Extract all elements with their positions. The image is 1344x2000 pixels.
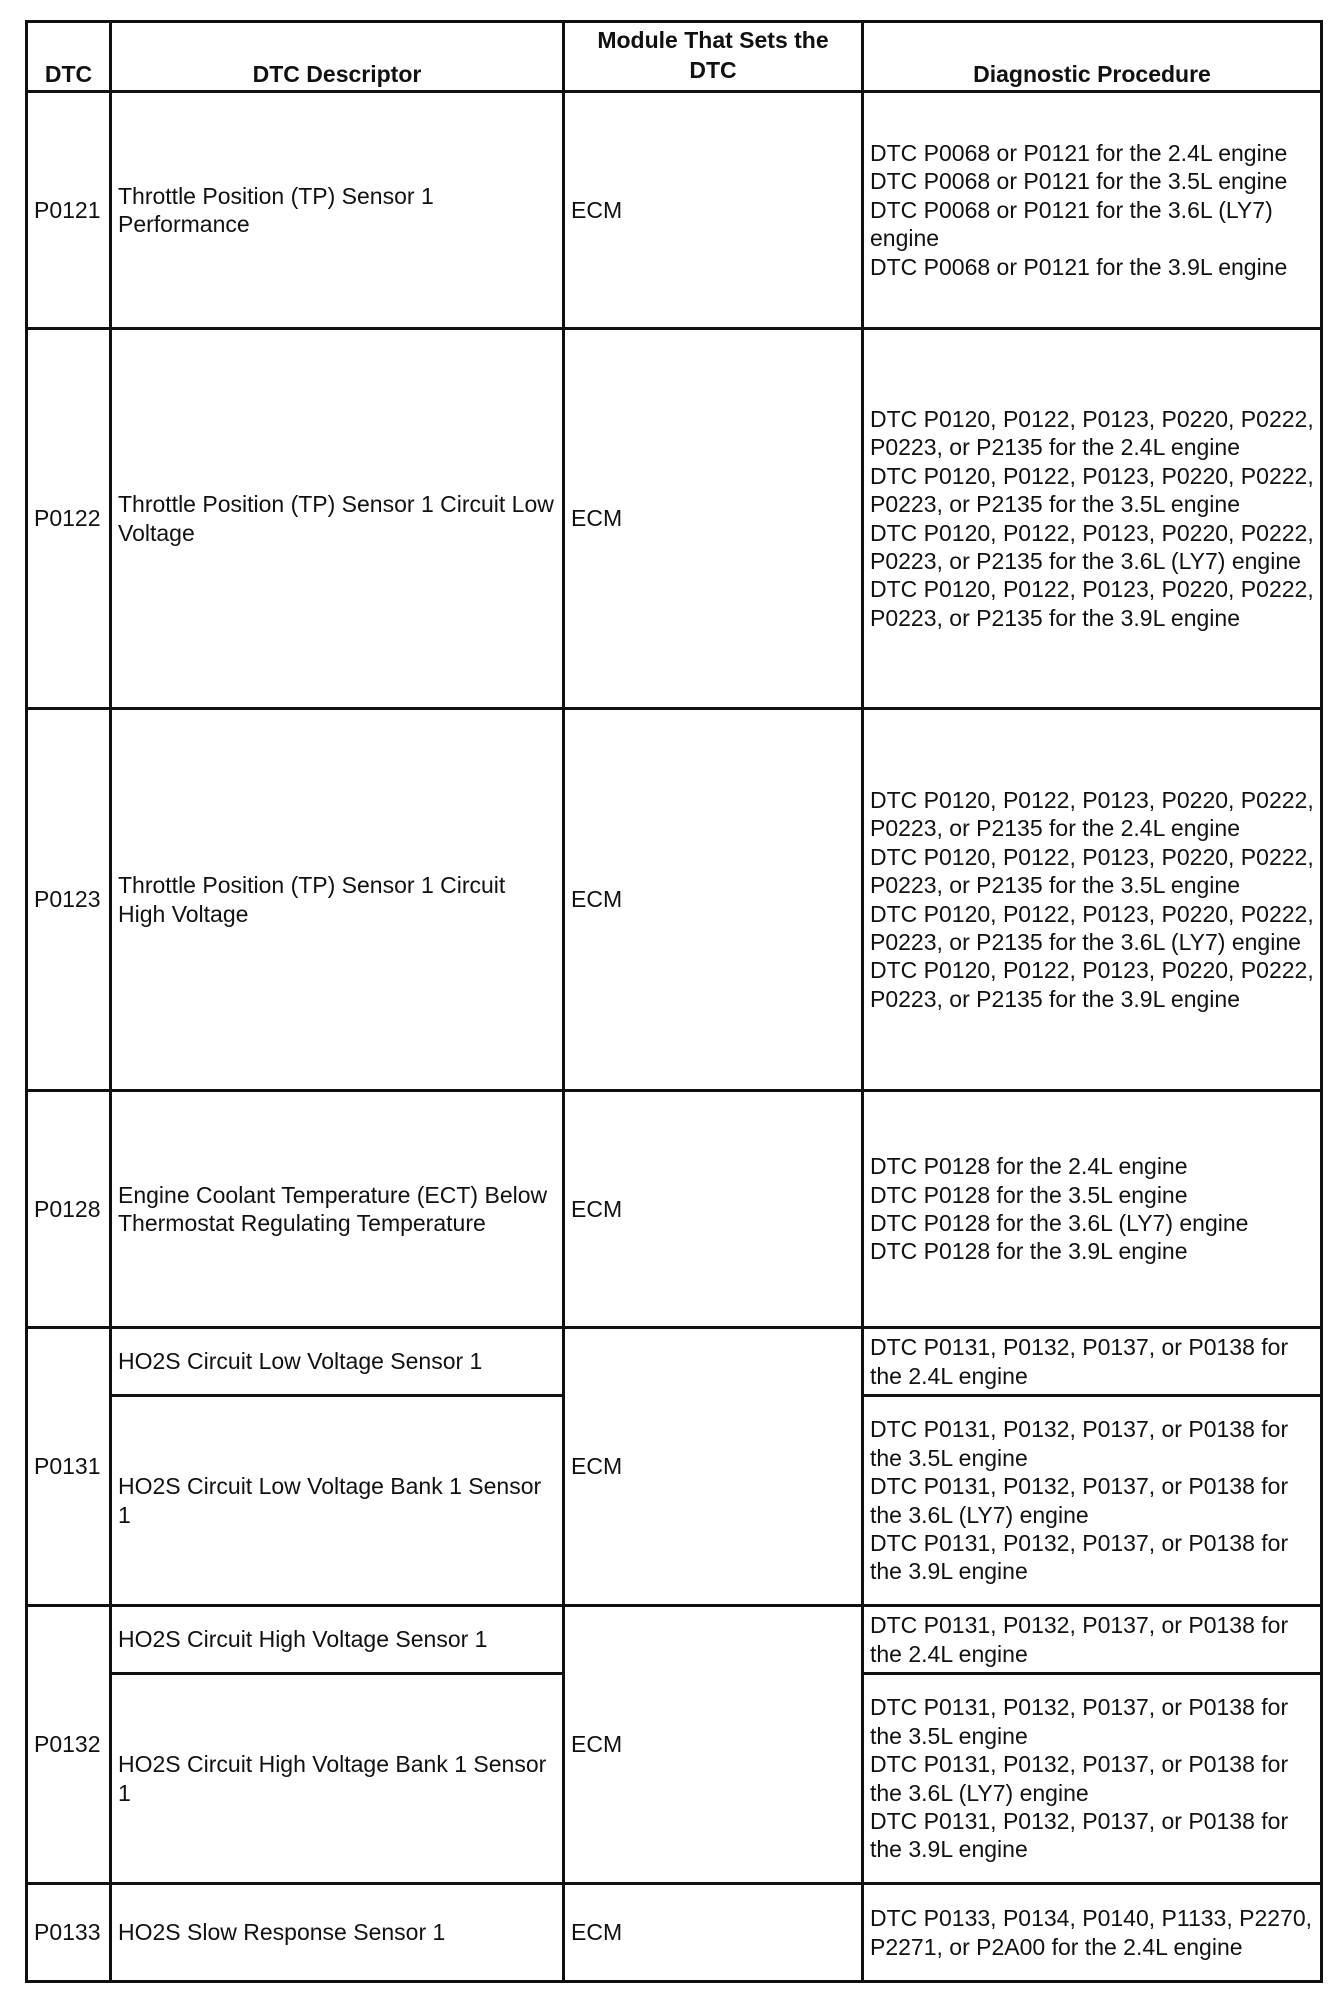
- procedure-link[interactable]: DTC P0131, P0132, P0137, or P0138 for the 3.6L (LY7) engine: [870, 1751, 1295, 1806]
- dtc-descriptor: HO2S Slow Response Sensor 1: [111, 1884, 564, 1982]
- dtc-code: P0121: [27, 92, 111, 329]
- dtc-descriptor: Throttle Position (TP) Sensor 1 Performance: [111, 92, 564, 329]
- dtc-code: P0131: [27, 1328, 111, 1606]
- procedure-cell: [863, 1606, 1322, 1674]
- procedure-link[interactable]: DTC P0120, P0122, P0123, P0220, P0222, P0223, or P2135 for the 3.6L (LY7) engine: [870, 519, 1321, 574]
- dtc-code: P0132: [27, 1606, 111, 1884]
- dtc-descriptor: HO2S Circuit High Voltage Sensor 1: [111, 1606, 564, 1674]
- procedure-link[interactable]: DTC P0068 or P0121 for the 3.6L (LY7) engine: [870, 196, 1280, 252]
- procedure-cell: [863, 1091, 1322, 1328]
- procedure-link[interactable]: DTC P0133, P0134, P0140, P1133, P2270, P2271, or P2A00 for the 2.4L engine: [870, 1905, 1319, 1960]
- procedure-cell: [863, 709, 1322, 1091]
- table-row: [27, 1884, 1322, 1982]
- module-cell: ECM: [564, 1328, 863, 1606]
- procedure-cell: [863, 1396, 1322, 1606]
- table-row: [27, 1091, 1322, 1328]
- procedure-link[interactable]: DTC P0120, P0122, P0123, P0220, P0222, P0223, or P2135 for the 3.5L engine: [870, 843, 1321, 899]
- procedure-link[interactable]: DTC P0120, P0122, P0123, P0220, P0222, P0223, or P2135 for the 3.6L (LY7) engine: [870, 900, 1321, 955]
- header-procedure: Diagnostic Procedure: [863, 22, 1322, 92]
- table-row: [27, 329, 1322, 709]
- procedure-link[interactable]: DTC P0131, P0132, P0137, or P0138 for the 2.4L engine: [870, 1612, 1295, 1667]
- module-cell: ECM: [564, 92, 863, 329]
- procedure-link[interactable]: DTC P0120, P0122, P0123, P0220, P0222, P0223, or P2135 for the 2.4L engine: [870, 405, 1321, 461]
- dtc-descriptor: Throttle Position (TP) Sensor 1 Circuit Low Voltage: [111, 329, 564, 709]
- procedure-link[interactable]: DTC P0128 for the 3.6L (LY7) engine: [870, 1210, 1249, 1236]
- dtc-descriptor: HO2S Circuit Low Voltage Bank 1 Sensor 1: [111, 1396, 564, 1606]
- procedure-link[interactable]: DTC P0131, P0132, P0137, or P0138 for the 3.9L engine: [870, 1807, 1295, 1863]
- header-descriptor: DTC Descriptor: [111, 22, 564, 92]
- procedure-link[interactable]: DTC P0128 for the 3.5L engine: [870, 1181, 1188, 1208]
- procedure-cell: [863, 329, 1322, 709]
- dtc-table: [25, 20, 1323, 1983]
- dtc-code: P0122: [27, 329, 111, 709]
- module-cell: ECM: [564, 709, 863, 1091]
- procedure-link[interactable]: DTC P0120, P0122, P0123, P0220, P0222, P0223, or P2135 for the 3.9L engine: [870, 576, 1321, 631]
- dtc-code: P0123: [27, 709, 111, 1091]
- dtc-code: P0133: [27, 1884, 111, 1982]
- procedure-link[interactable]: DTC P0128 for the 2.4L engine: [870, 1153, 1188, 1180]
- table-row: [27, 1606, 1322, 1674]
- header-module: Module That Sets the DTC: [564, 22, 863, 92]
- procedure-link[interactable]: DTC P0131, P0132, P0137, or P0138 for the 3.9L engine: [870, 1529, 1295, 1585]
- dtc-descriptor: Engine Coolant Temperature (ECT) Below Thermostat Regulating Temperature: [111, 1091, 564, 1328]
- header-dtc: DTC: [27, 22, 111, 92]
- procedure-link[interactable]: DTC P0120, P0122, P0123, P0220, P0222, P0223, or P2135 for the 3.5L engine: [870, 462, 1321, 518]
- dtc-code: P0128: [27, 1091, 111, 1328]
- procedure-link[interactable]: DTC P0068 or P0121 for the 2.4L engine: [870, 139, 1288, 166]
- header-row: [27, 22, 1322, 92]
- table-row: [27, 709, 1322, 1091]
- procedure-link[interactable]: DTC P0068 or P0121 for the 3.5L engine: [870, 168, 1288, 195]
- procedure-link[interactable]: DTC P0120, P0122, P0123, P0220, P0222, P0223, or P2135 for the 3.9L engine: [870, 957, 1321, 1012]
- module-cell: ECM: [564, 1606, 863, 1884]
- procedure-link[interactable]: DTC P0131, P0132, P0137, or P0138 for the 3.5L engine: [870, 1694, 1295, 1749]
- procedure-link[interactable]: DTC P0131, P0132, P0137, or P0138 for the 3.5L engine: [870, 1416, 1295, 1471]
- module-cell: ECM: [564, 1091, 863, 1328]
- procedure-cell: [863, 1674, 1322, 1884]
- dtc-descriptor: Throttle Position (TP) Sensor 1 Circuit High Voltage: [111, 709, 564, 1091]
- module-cell: ECM: [564, 1884, 863, 1982]
- procedure-cell: [863, 92, 1322, 329]
- dtc-descriptor: HO2S Circuit Low Voltage Sensor 1: [111, 1328, 564, 1396]
- procedure-cell: [863, 1328, 1322, 1396]
- procedure-link[interactable]: DTC P0068 or P0121 for the 3.9L engine: [870, 253, 1288, 280]
- procedure-cell: [863, 1884, 1322, 1982]
- procedure-link[interactable]: DTC P0131, P0132, P0137, or P0138 for the 2.4L engine: [870, 1334, 1295, 1389]
- table-row: [27, 1328, 1322, 1396]
- procedure-link[interactable]: DTC P0131, P0132, P0137, or P0138 for the 3.6L (LY7) engine: [870, 1473, 1295, 1528]
- procedure-link[interactable]: DTC P0120, P0122, P0123, P0220, P0222, P0223, or P2135 for the 2.4L engine: [870, 786, 1321, 842]
- module-cell: ECM: [564, 329, 863, 709]
- table-row: [27, 92, 1322, 329]
- dtc-descriptor: HO2S Circuit High Voltage Bank 1 Sensor 1: [111, 1674, 564, 1884]
- procedure-link[interactable]: DTC P0128 for the 3.9L engine: [870, 1238, 1188, 1265]
